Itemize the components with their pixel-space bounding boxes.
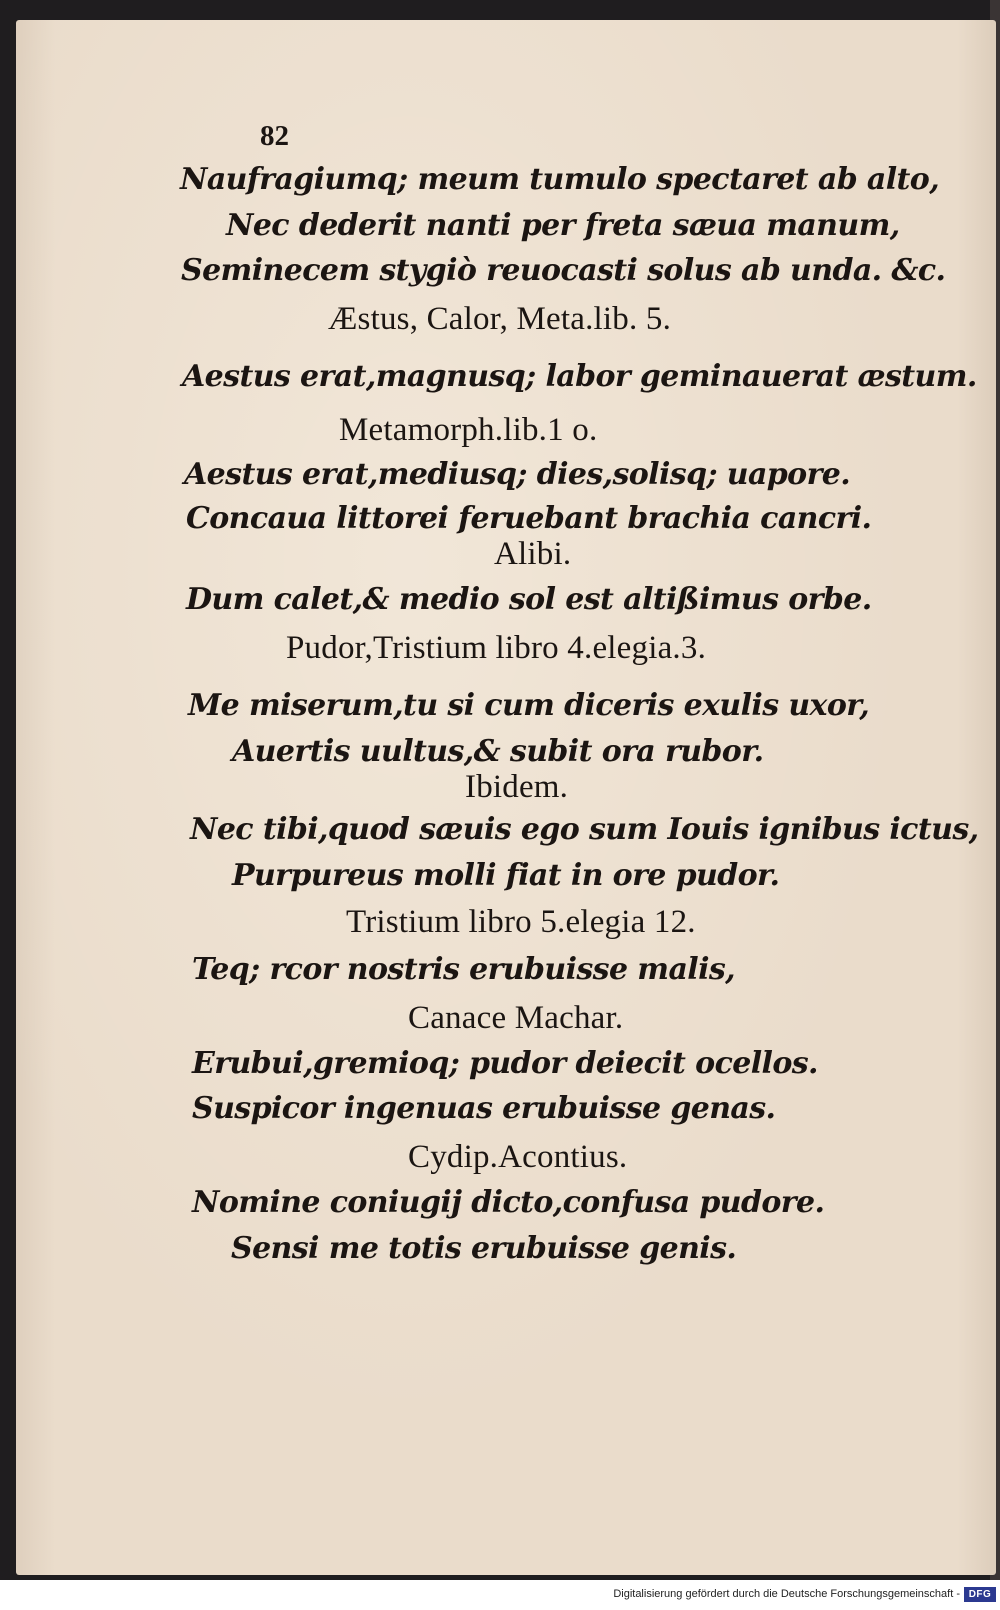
text-line-12: Me miserum,tu si cum diceris exulis uxor, (188, 688, 870, 723)
text-line-7: Aestus erat,mediusq; dies,solisq; uapore. (184, 457, 851, 492)
heading-alibi: Alibi. (494, 536, 572, 572)
text-line-5: Aestus erat,magnusq; labor geminauerat æstum. (182, 359, 977, 394)
text-line-18: Teq; rcor nostris erubuisse malis, (192, 952, 736, 987)
heading-pudor: Pudor,Tristium libro 4.elegia.3. (286, 630, 707, 666)
heading-tristium-5: Tristium libro 5.elegia 12. (346, 904, 696, 940)
heading-aestus-calor: Æstus, Calor, Meta.lib. 5. (328, 301, 672, 337)
page-number: 82 (260, 120, 289, 152)
dfg-logo: DFG (964, 1587, 996, 1602)
text-line-16: Purpureus molli fiat in ore pudor. (232, 858, 780, 893)
text-line-10: Dum calet,& medio sol est altißimus orbe. (186, 582, 872, 617)
text-line-1: Naufragiumq; meum tumulo spectaret ab alto, (180, 162, 940, 197)
text-line-23: Nomine coniugij dicto,confusa pudore. (192, 1185, 825, 1220)
text-line-13: Auertis uultus,& subit ora rubor. (232, 734, 764, 769)
text-line-21: Suspicor ingenuas erubuisse genas. (192, 1091, 776, 1126)
text-line-15: Nec tibi,quod sæuis ego sum Iouis ignibus ictus, (190, 812, 979, 847)
text-line-3: Seminecem stygiò reuocasti solus ab unda. &c. (181, 253, 946, 288)
text-line-2: Nec dederit nanti per freta sæua manum, (226, 208, 900, 243)
text-line-8: Concaua littorei feruebant brachia cancri. (186, 501, 872, 536)
book-page (16, 20, 996, 1575)
heading-ibidem: Ibidem. (465, 769, 569, 805)
heading-canace: Canace Machar. (408, 1000, 624, 1036)
heading-cydip: Cydip.Acontius. (408, 1139, 628, 1175)
funding-credit: Digitalisierung gefördert durch die Deutsche Forschungsgemeinschaft - (613, 1588, 960, 1600)
heading-metamorph: Metamorph.lib.1 o. (339, 412, 598, 448)
text-line-24: Sensi me totis erubuisse genis. (231, 1231, 737, 1266)
text-line-20: Erubui,gremioq; pudor deiecit ocellos. (192, 1046, 818, 1081)
footer (0, 1584, 1000, 1610)
